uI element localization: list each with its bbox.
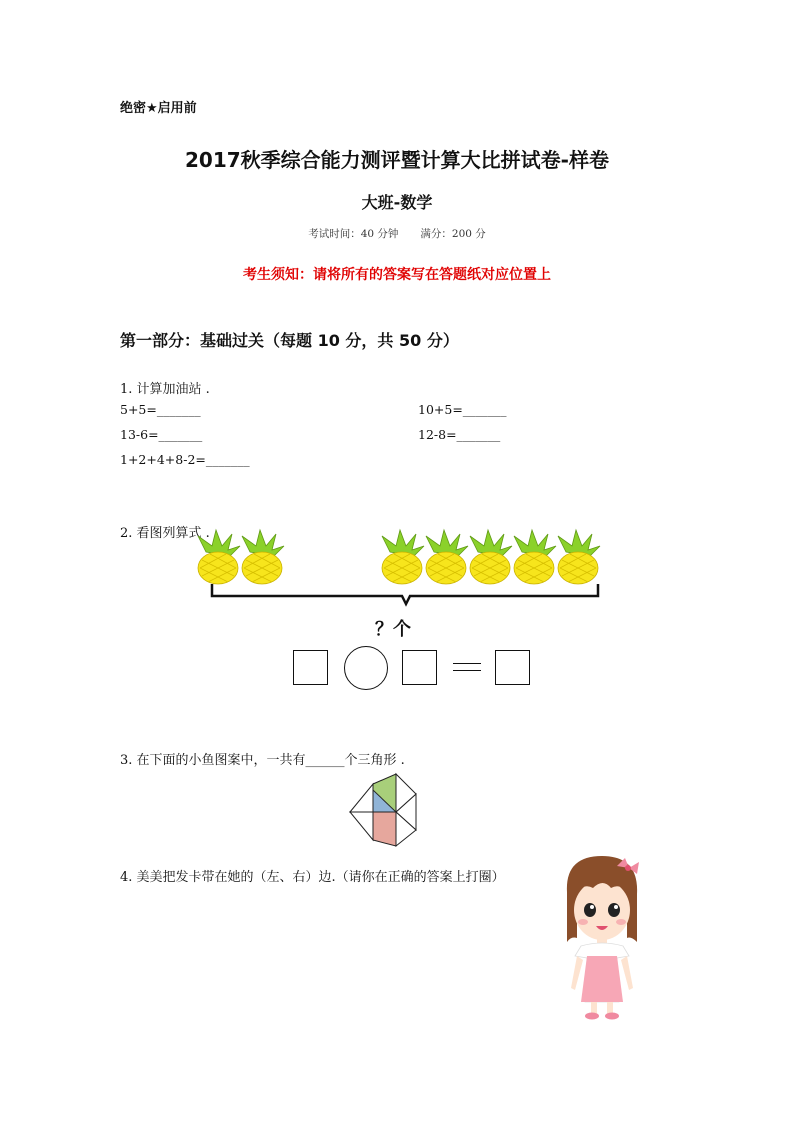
equation-4: 12-8=_______ — [418, 427, 501, 442]
equation-1: 5+5=_______ — [120, 402, 201, 417]
equation-5: 1+2+4+8-2=_______ — [120, 452, 250, 467]
exam-subtitle: 大班-数学 — [361, 193, 433, 212]
exam-score: 满分：200 分 — [420, 228, 486, 240]
question-3: 3. 在下面的小鱼图案中，一共有______个三角形 . — [120, 753, 405, 768]
question-1: 1. 计算加油站 . — [120, 382, 210, 397]
equation-2: 10+5=_______ — [418, 402, 507, 417]
question-4: 4. 美美把发卡带在她的（左、右）边.（请你在正确的答案上打圈） — [120, 870, 505, 885]
confidential-label: 绝密★启用前 — [120, 101, 197, 116]
girl-with-hairclip-illustration — [557, 852, 647, 1022]
question-2: 2. 看图列算式 . — [120, 526, 210, 541]
exam-title: 2017秋季综合能力测评暨计算大比拼试卷-样卷 — [185, 148, 609, 172]
equation-3: 13-6=_______ — [120, 427, 203, 442]
section-1-title: 第一部分：基础过关（每题 10 分，共 50 分） — [120, 331, 459, 350]
count-label: ？个 — [375, 619, 411, 640]
exam-notice: 考生须知：请将所有的答案写在答题纸对应位置上 — [243, 267, 551, 283]
exam-time: 考试时间：40 分钟 — [308, 228, 399, 240]
